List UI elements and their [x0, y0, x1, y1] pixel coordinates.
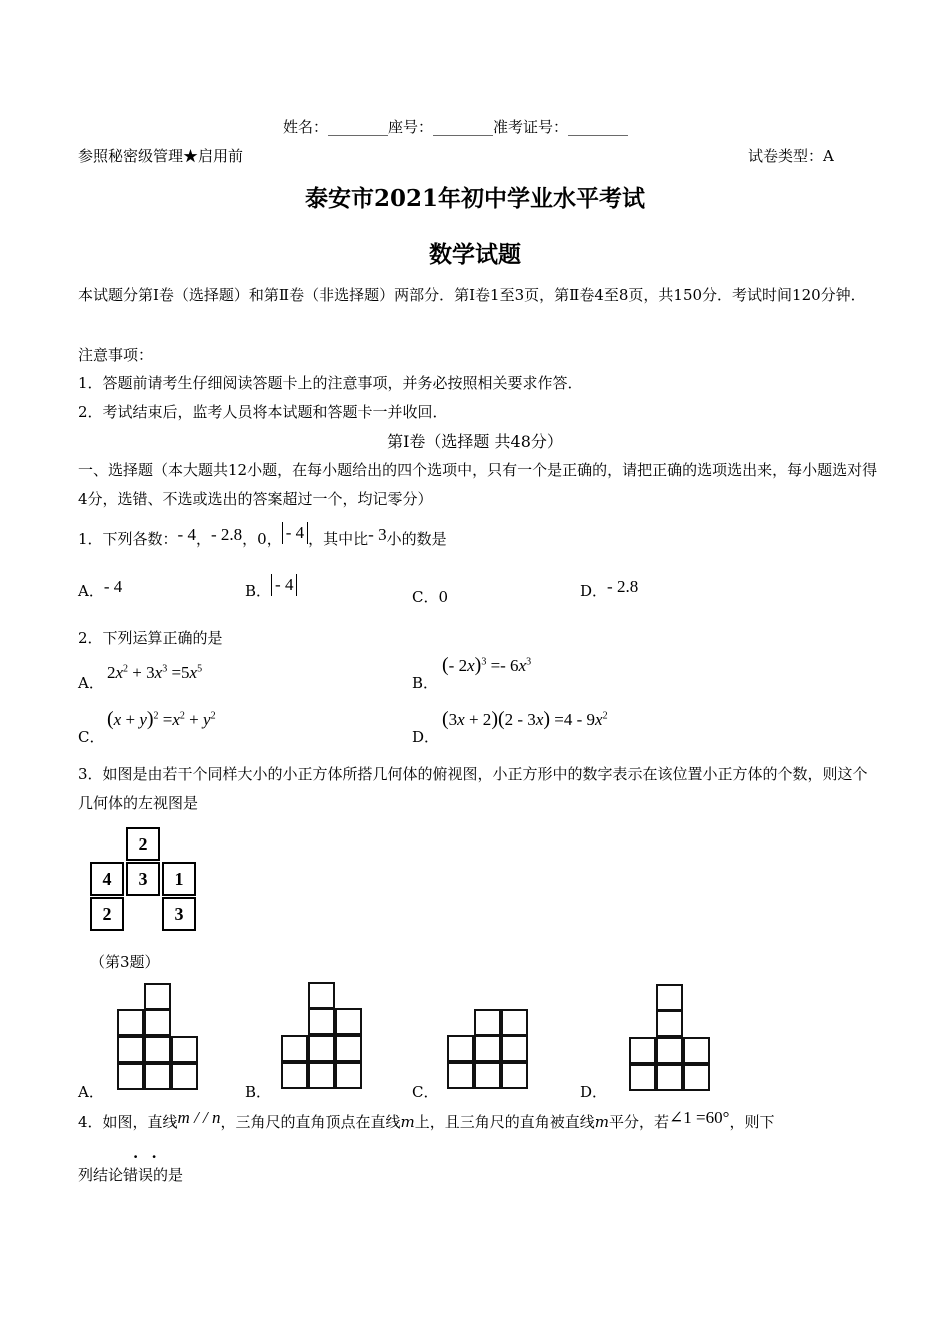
q1-num-3: 0: [257, 530, 267, 548]
q2-option-c-expr: $(x + y)^2 =x^2 + y^2$: [107, 708, 216, 730]
grid-cell: 4: [90, 862, 124, 896]
q2-option-d-label: D．: [412, 728, 440, 746]
exam-title: 泰安市2021年初中学业水平考试: [304, 185, 645, 212]
grid-cell: 1: [162, 862, 196, 896]
q2-option-b-label: B．: [412, 674, 439, 692]
cube-square: [144, 1036, 171, 1063]
q4-mid2: 上，且三角尺的直角被直线: [414, 1113, 595, 1131]
q2-option-a-expr: $2x^2 + 3x^3 =5x^5$: [107, 663, 203, 682]
q1-num-4-abs: [282, 522, 308, 544]
cube-square: [447, 1035, 474, 1062]
cube-square: [656, 984, 683, 1011]
q1-suffix: 小的数是: [386, 530, 447, 548]
cube-square: [281, 1035, 308, 1062]
cube-square: [474, 1062, 501, 1089]
q3-option-c-label: C．: [412, 1083, 439, 1101]
q4-emphasis-dots: . .: [133, 1144, 161, 1162]
option-label: B．: [245, 582, 272, 600]
q3-top-view-figure: [90, 827, 200, 935]
q1-num-2: - 2.8: [210, 525, 243, 544]
q3-option-d-label: D．: [580, 1083, 608, 1101]
cube-square: [335, 1062, 362, 1089]
option-label: C．: [412, 588, 439, 606]
q3-option-d-figure: [629, 984, 711, 1092]
q3-option-c-figure: [447, 1009, 529, 1090]
notes-title: 注意事项：: [78, 346, 154, 364]
grid-cell: 3: [162, 897, 196, 931]
cube-square: [171, 1063, 198, 1090]
cube-square: [308, 1062, 335, 1089]
q2-option-b-expr: (- $2x)^3 =- 6x^3$: [442, 654, 532, 676]
q3-option-b-figure: [281, 982, 363, 1090]
q4-mid3: 平分，若: [609, 1113, 670, 1131]
grid-cell: 2: [90, 897, 124, 931]
name-seat-id-line: 姓名：________座号：________准考证号：________: [283, 118, 629, 136]
cube-square: [629, 1037, 656, 1064]
cube-square: [474, 1035, 501, 1062]
cube-square: [335, 1035, 362, 1062]
cube-square: [117, 1009, 144, 1036]
option-value: - 2.8: [607, 577, 639, 596]
q1-option-c: [412, 586, 448, 607]
q4-line-m-2: m: [594, 1113, 610, 1131]
q1-stem: 1．下列各数：- 4，- 2.8，0， - 4 ，其中比- 3小的数是: [78, 523, 447, 548]
q4-suffix: ，则下: [729, 1113, 775, 1131]
cube-square: [117, 1063, 144, 1090]
cube-square: [144, 1063, 171, 1090]
q1-prefix: 1．下列各数：: [78, 530, 178, 548]
cube-square: [683, 1037, 710, 1064]
part1-instruction: 一、选择题（本大题共12小题，在每小题给出的四个选项中，只有一个是正确的，请把正确的选项选出来，每小题选对得4分，选错、不选或选出的答案超过一个，均记零分）: [78, 461, 878, 508]
q2-option-a-label: A．: [78, 674, 104, 692]
option-label: A．: [78, 582, 104, 600]
note-2: 2．考试结束后，监考人员将本试题和答题卡一并收回．: [78, 403, 448, 421]
q4-stem: [78, 1108, 774, 1136]
q1-option-d: [580, 577, 639, 601]
secret-level-label: 参照秘密级管理★启用前: [78, 147, 244, 165]
q1-option-a: [78, 577, 123, 601]
cube-square: [474, 1009, 501, 1036]
q4-line2: 列结论错误的是: [78, 1166, 184, 1184]
cube-square: [144, 1009, 171, 1036]
q1-num-4: - 4: [285, 523, 305, 542]
cube-square: [656, 1037, 683, 1064]
q4-line-m: m: [400, 1113, 415, 1131]
cube-square: [171, 1036, 198, 1063]
paper-type-label: 试卷类型：A: [748, 147, 834, 165]
q3-option-a-label: A．: [78, 1083, 104, 1101]
intro-text: 本试题分第Ⅰ卷（选择题）和第Ⅱ卷（非选择题）两部分．第Ⅰ卷1至3页，第Ⅱ卷4至8页，共150分．考试时间120分钟．: [78, 286, 866, 304]
q1-option-b: [245, 574, 297, 600]
cube-square: [501, 1062, 528, 1089]
q3-stem: 3．如图是由若干个同样大小的小正方体所搭几何体的俯视图，小正方形中的数字表示在该位置小正方体的个数，则这个几何体的左视图是: [78, 765, 868, 812]
q4-parallel-relation: m / / n: [177, 1108, 221, 1127]
cube-square: [335, 1008, 362, 1035]
cube-square: [501, 1035, 528, 1062]
cube-square: [281, 1062, 308, 1089]
q4-mid: ，三角尺的直角顶点在直线: [220, 1113, 401, 1131]
cube-square: [308, 1008, 335, 1035]
cube-square: [629, 1064, 656, 1091]
cube-square: [656, 1010, 683, 1037]
exam-subtitle: 数学试题: [429, 241, 521, 268]
note-1: 1．答题前请考生仔细阅读答题卡上的注意事项，并务必按照相关要求作答．: [78, 374, 583, 392]
q2-option-c-label: C．: [78, 728, 105, 746]
q1-mid: ，其中比: [308, 530, 369, 548]
q4-prefix: 4．如图，直线: [78, 1113, 178, 1131]
cube-square: [683, 1064, 710, 1091]
q2-stem: 2．下列运算正确的是: [78, 629, 223, 647]
option-value: [271, 574, 297, 596]
option-value: - 4: [103, 577, 123, 596]
cube-square: [656, 1064, 683, 1091]
option-value-inner: - 4: [275, 575, 294, 594]
cube-square: [308, 982, 335, 1009]
q4-angle: ∠1 =60°: [669, 1108, 730, 1127]
q1-num-5: - 3: [368, 525, 387, 544]
option-value: 0: [438, 588, 449, 606]
q3-figure-caption: （第3题）: [90, 953, 160, 971]
cube-square: [144, 983, 171, 1010]
grid-cell: 3: [126, 862, 160, 896]
grid-cell: 2: [126, 827, 160, 861]
cube-square: [501, 1009, 528, 1036]
q1-num-1: - 4: [177, 525, 196, 544]
q2-option-d-expr: $(3x + 2)(2 - 3x) =4 - 9x^2$: [442, 708, 608, 730]
q3-option-b-label: B．: [245, 1083, 272, 1101]
option-label: D．: [580, 582, 608, 600]
cube-square: [447, 1062, 474, 1089]
q3-option-a-figure: [117, 983, 199, 1091]
cube-square: [308, 1035, 335, 1062]
part1-heading: 第Ⅰ卷（选择题 共48分）: [387, 432, 563, 451]
cube-square: [117, 1036, 144, 1063]
